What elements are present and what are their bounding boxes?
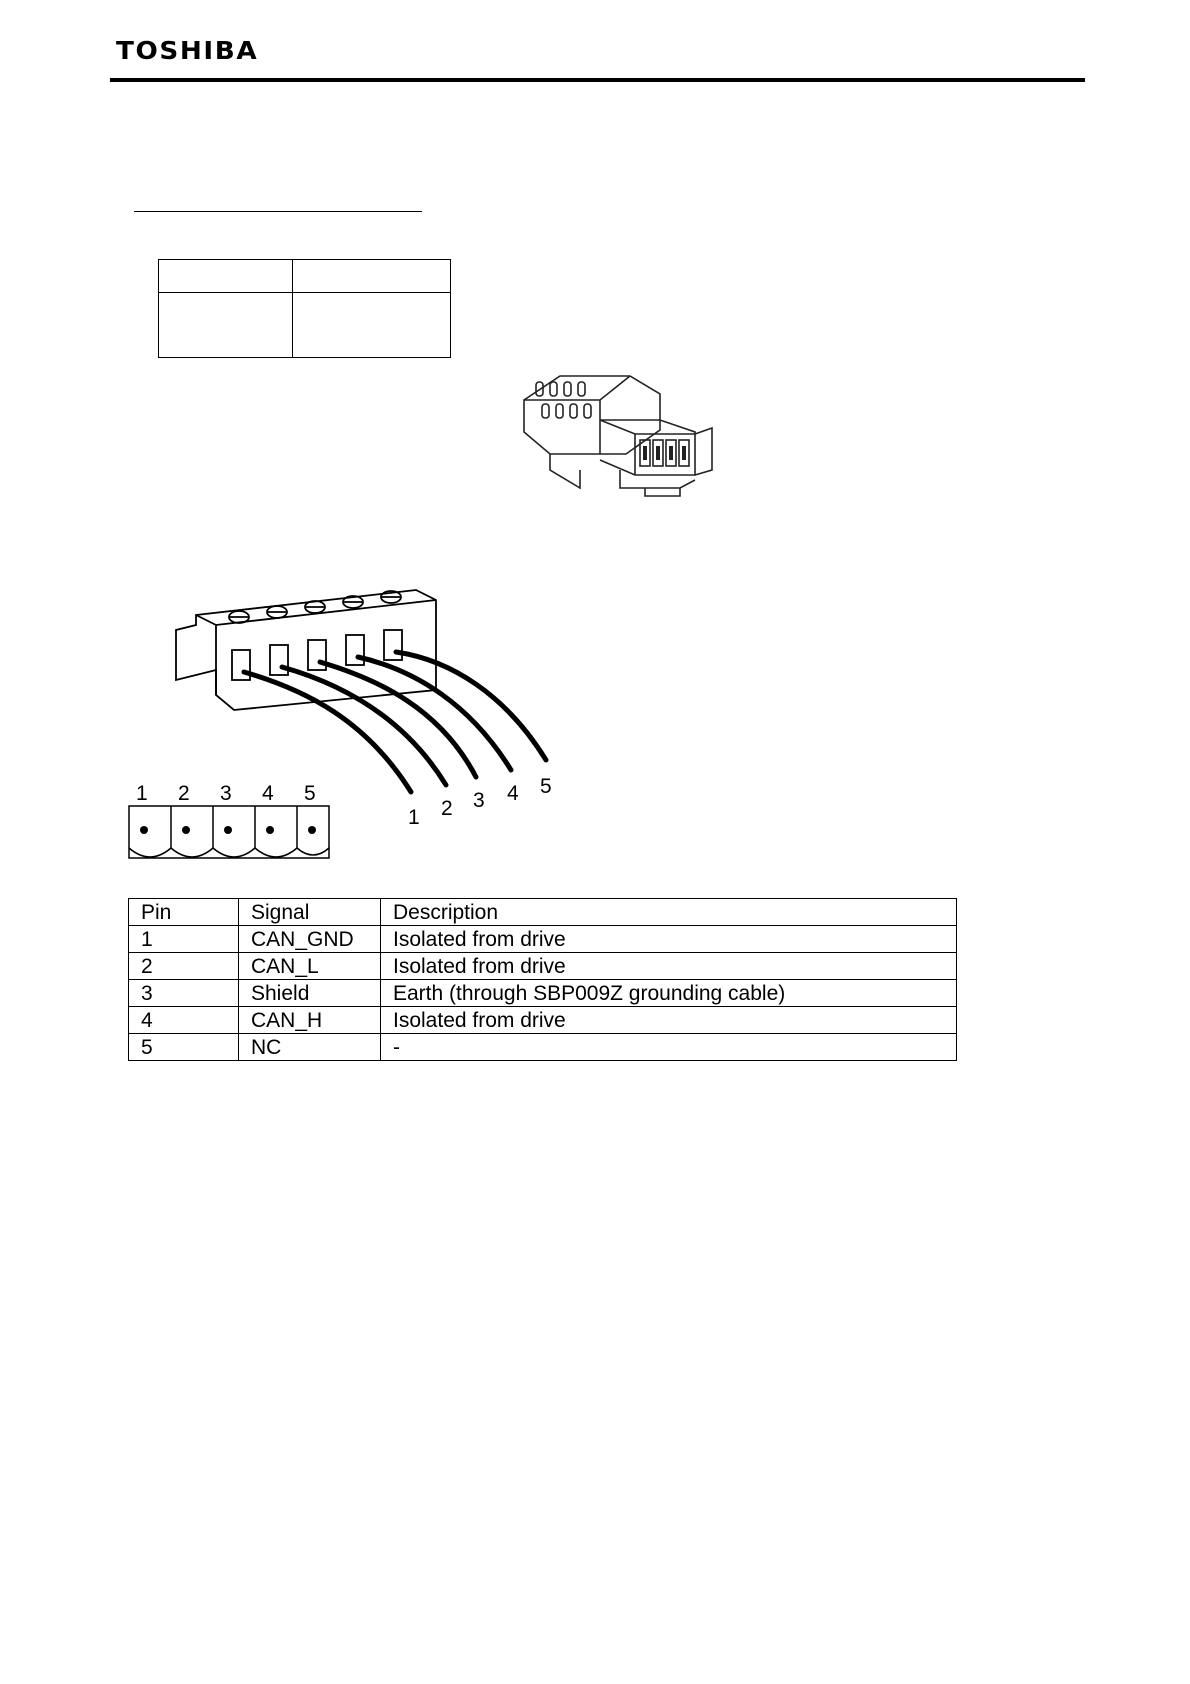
empty-table-header-row bbox=[159, 260, 451, 293]
wire-label: 1 bbox=[408, 806, 420, 829]
wire-2 bbox=[282, 667, 446, 785]
signal-cell: CAN_GND bbox=[239, 926, 381, 953]
wire-label: 2 bbox=[441, 797, 453, 820]
empty-cell bbox=[159, 293, 293, 358]
pin-number: 2 bbox=[178, 782, 190, 805]
wire-opening bbox=[384, 630, 402, 660]
pin-cell: 4 bbox=[129, 1007, 239, 1034]
pin-number: 5 bbox=[304, 782, 316, 805]
signal-cell: CAN_H bbox=[239, 1007, 381, 1034]
pin-number: 4 bbox=[262, 782, 274, 805]
wire-opening bbox=[346, 635, 364, 665]
description-cell: Isolated from drive bbox=[381, 953, 957, 980]
wire-label: 5 bbox=[540, 775, 552, 798]
pin-cell: 2 bbox=[129, 953, 239, 980]
column-header-signal: Signal bbox=[239, 899, 381, 926]
table-row bbox=[129, 1007, 957, 1034]
signal-cell: CAN_L bbox=[239, 953, 381, 980]
signal-cell: NC bbox=[239, 1034, 381, 1061]
empty-table-body-row bbox=[159, 293, 451, 358]
wire-label: 3 bbox=[473, 789, 485, 812]
pin-cell: 3 bbox=[129, 980, 239, 1007]
empty-cell bbox=[293, 293, 451, 358]
section-title-underline bbox=[134, 211, 422, 212]
terminal-connector-diagram bbox=[126, 580, 586, 870]
empty-cell bbox=[293, 260, 451, 293]
pin-cell: 1 bbox=[129, 926, 239, 953]
table-row bbox=[129, 1034, 957, 1061]
table-row bbox=[129, 953, 957, 980]
column-header-pin: Pin bbox=[129, 899, 239, 926]
column-header-description: Description bbox=[381, 899, 957, 926]
description-cell: Isolated from drive bbox=[381, 1007, 957, 1034]
description-cell: Isolated from drive bbox=[381, 926, 957, 953]
pin-assignment-table bbox=[128, 898, 957, 1061]
signal-cell: Shield bbox=[239, 980, 381, 1007]
description-cell: Earth (through SBP009Z grounding cable) bbox=[381, 980, 957, 1007]
option-module-illustration bbox=[520, 370, 720, 520]
pin-number: 3 bbox=[220, 782, 232, 805]
header-rule bbox=[110, 78, 1085, 82]
pin-number: 1 bbox=[136, 782, 148, 805]
empty-info-table bbox=[158, 259, 451, 358]
table-header-row bbox=[129, 899, 957, 926]
pin-cell: 5 bbox=[129, 1034, 239, 1061]
description-cell: - bbox=[381, 1034, 957, 1061]
wire-label: 4 bbox=[507, 782, 519, 805]
table-row bbox=[129, 926, 957, 953]
empty-cell bbox=[159, 260, 293, 293]
table-row bbox=[129, 980, 957, 1007]
toshiba-logo: TOSHIBA bbox=[116, 36, 259, 65]
